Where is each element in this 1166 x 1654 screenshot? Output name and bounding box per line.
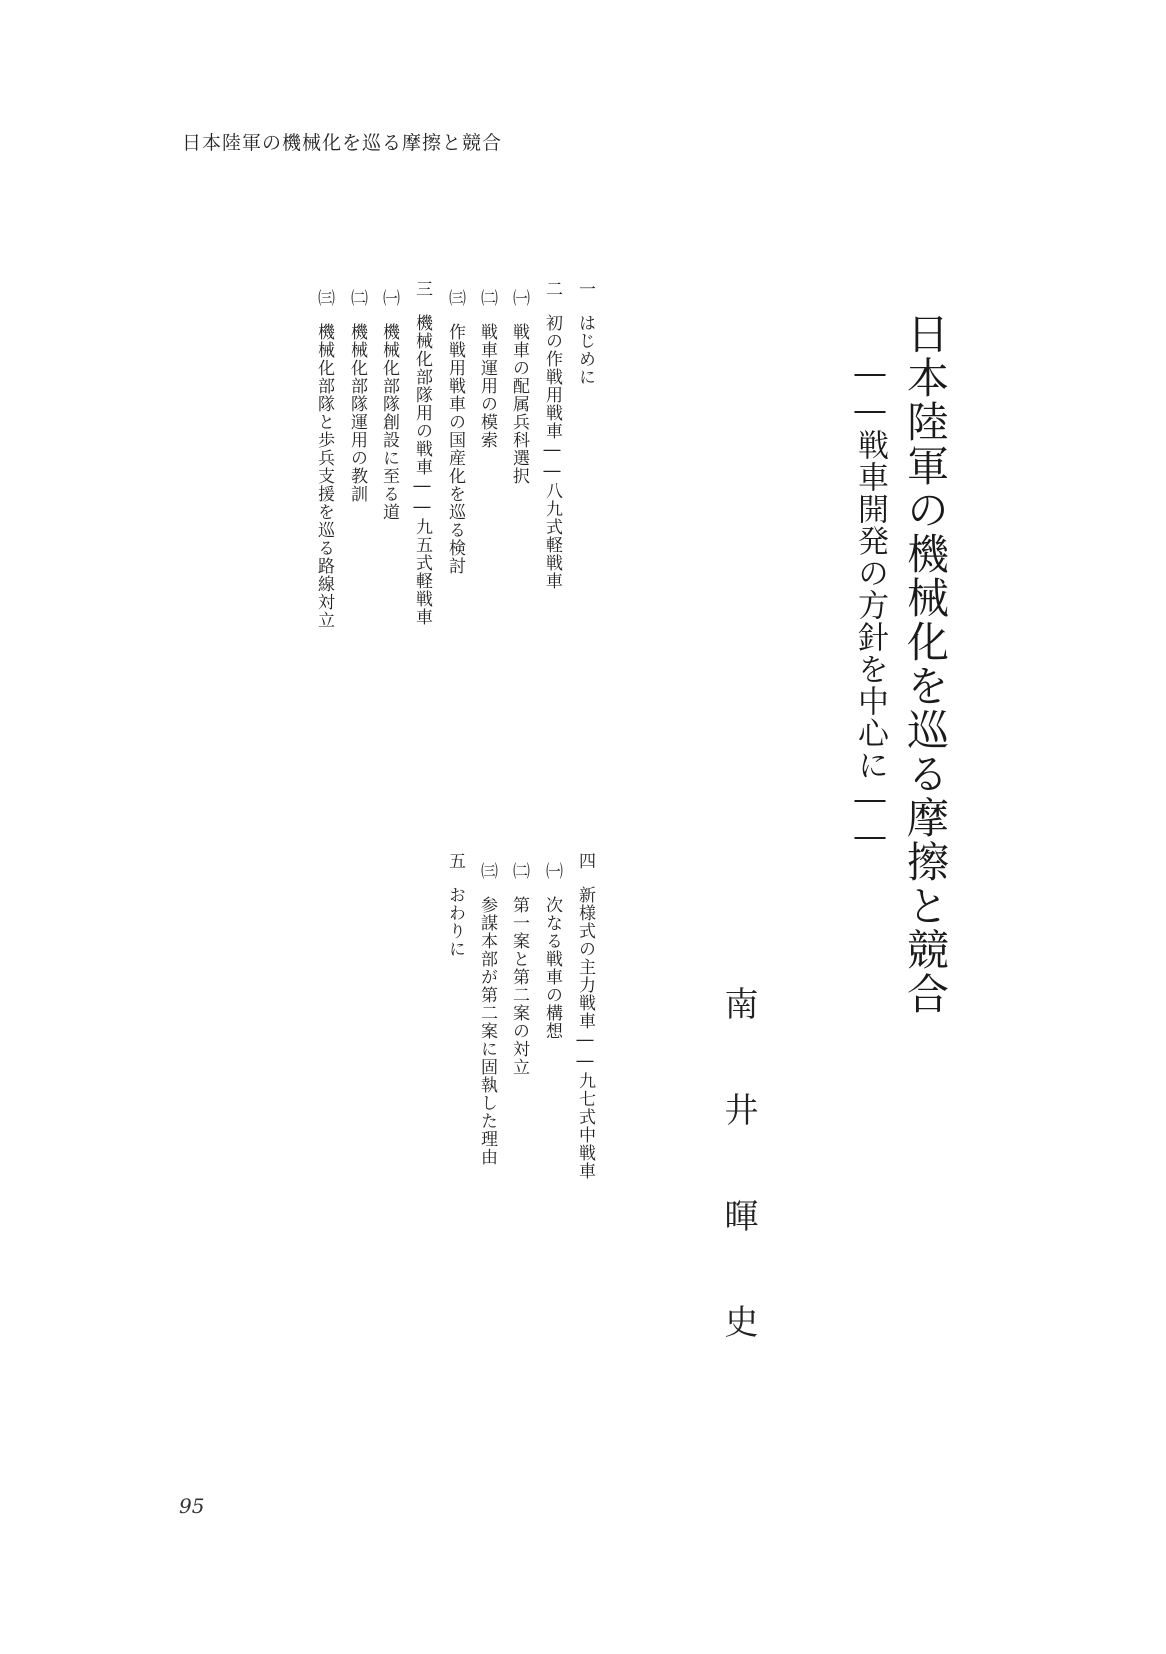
toc-number: 三 xyxy=(412,280,432,298)
toc-number: ㈠ xyxy=(379,289,399,307)
toc-item xyxy=(475,289,499,449)
toc-number: ㈡ xyxy=(477,289,497,307)
toc-number: ㈢ xyxy=(314,289,334,307)
toc-text: 戦車運用の模索 xyxy=(477,323,497,449)
toc-item xyxy=(312,289,336,629)
toc-number: ㈡ xyxy=(347,289,367,307)
toc-text: 機械化部隊と歩兵支援を巡る路線対立 xyxy=(314,323,334,629)
running-head: 日本陸軍の機械化を巡る摩擦と競合 xyxy=(182,132,503,154)
toc-number: 一 xyxy=(575,280,595,298)
toc-item xyxy=(345,289,369,503)
toc-text: 機械化部隊用の戦車――九五式軽戦車 xyxy=(412,314,432,626)
toc-item xyxy=(475,862,499,1166)
toc-item xyxy=(443,852,467,958)
toc-text: はじめに xyxy=(575,314,595,386)
toc-text: 第一案と第二案の対立 xyxy=(509,896,529,1076)
toc-item xyxy=(573,852,597,1180)
toc-number: 二 xyxy=(542,280,562,298)
toc-number: ㈠ xyxy=(509,289,529,307)
toc-item xyxy=(410,280,434,626)
toc-item xyxy=(443,289,467,575)
page-number: 95 xyxy=(179,1494,205,1518)
author-name: 南井暉史 xyxy=(718,986,758,1410)
toc-text: 初の作戦用戦車――八九式軽戦車 xyxy=(542,314,562,590)
toc-item xyxy=(540,280,564,590)
toc-item xyxy=(573,280,597,386)
toc-number: ㈢ xyxy=(477,862,497,880)
toc-item xyxy=(507,862,531,1076)
toc-text: 作戦用戦車の国産化を巡る検討 xyxy=(445,323,465,575)
article-subtitle: ――戦車開発の方針を中心に―― xyxy=(852,355,888,855)
toc-text: おわりに xyxy=(445,886,465,958)
toc-text: 機械化部隊創設に至る道 xyxy=(379,323,399,521)
toc-text: 戦車の配属兵科選択 xyxy=(509,323,529,485)
toc-number: ㈢ xyxy=(445,289,465,307)
toc-item xyxy=(507,289,531,485)
toc-text: 新様式の主力戦車――九七式中戦車 xyxy=(575,886,595,1180)
toc-number: 四 xyxy=(575,852,595,870)
article-title: 日本陸軍の機械化を巡る摩擦と競合 xyxy=(901,312,950,1016)
toc-text: 次なる戦車の構想 xyxy=(542,896,562,1040)
toc-text: 参謀本部が第二案に固執した理由 xyxy=(477,896,497,1166)
toc-number: ㈡ xyxy=(509,862,529,880)
toc-text: 機械化部隊運用の教訓 xyxy=(347,323,367,503)
toc-number: 五 xyxy=(445,852,465,870)
toc-item xyxy=(540,862,564,1040)
toc-item xyxy=(377,289,401,521)
toc-number: ㈠ xyxy=(542,862,562,880)
